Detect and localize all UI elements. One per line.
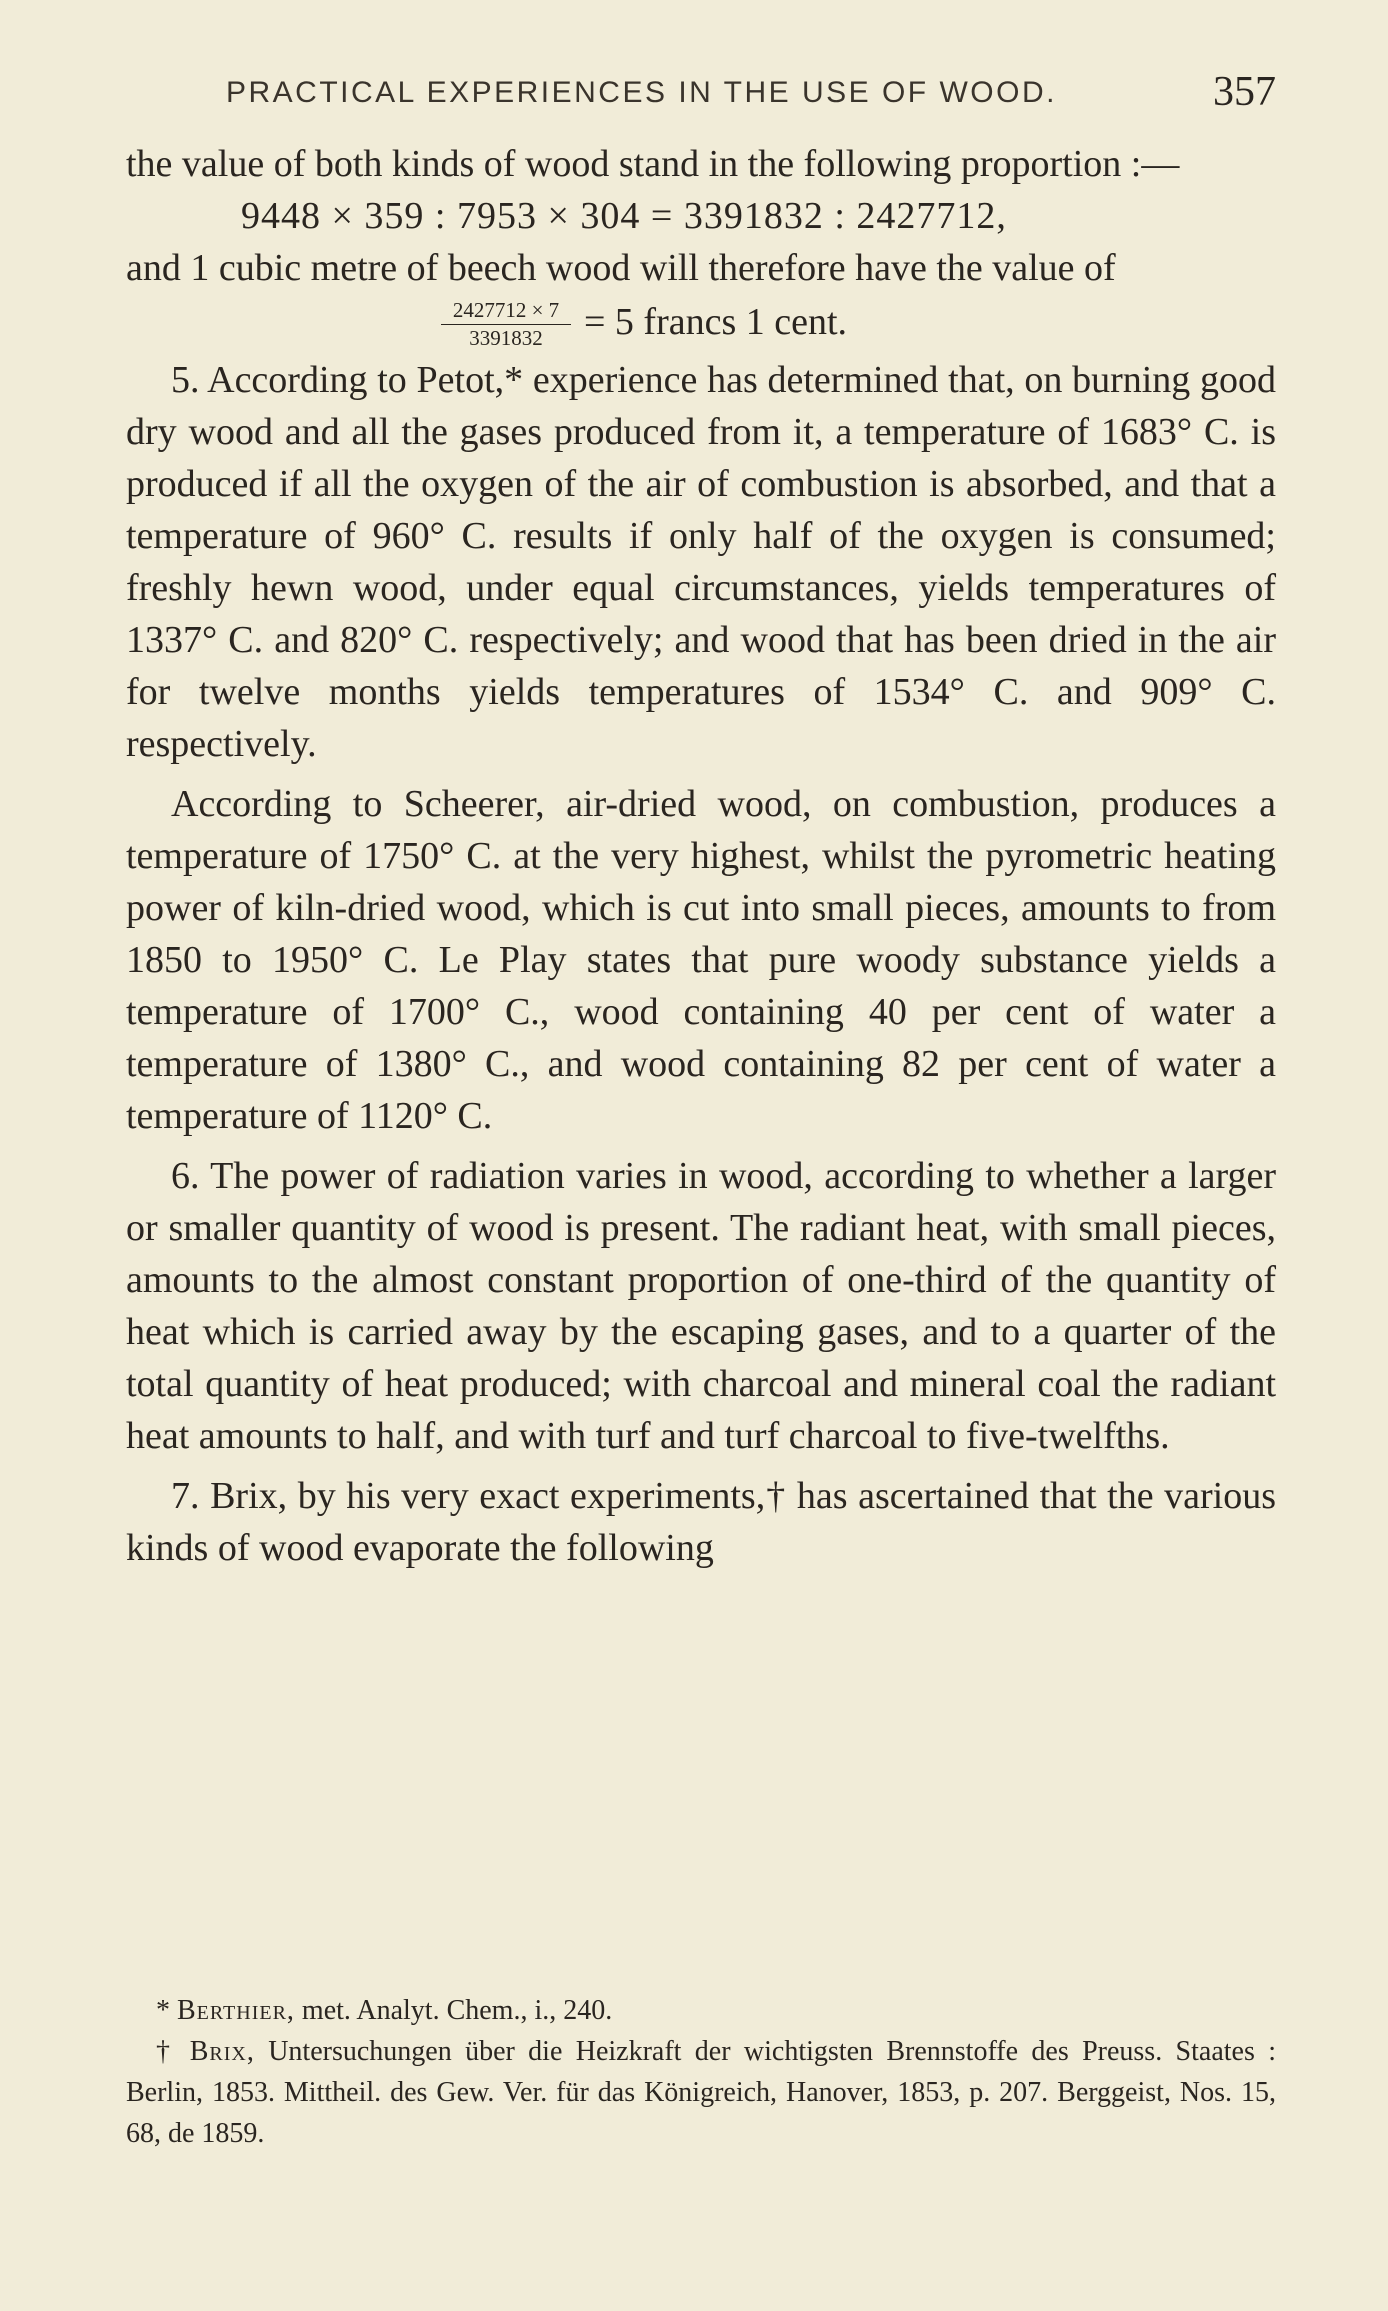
- proportion-formula: 9448 × 359 : 7953 × 304 = 3391832 : 2427712,: [241, 195, 1007, 237]
- page-header: [126, 66, 1276, 122]
- paragraph-radiation: 6. The power of radiation varies in wood, according to whether a larger or smaller quantity of wood is present. The radiant heat, with small pieces, amounts to the almost constant proportion of one-third of the quantity of heat which is carried away by the escaping gases, and to a quarter of the total quantity of heat produced; with charcoal and mineral coal the radiant heat amounts to half, and with turf and turf charcoal to five-twelfths.: [126, 1155, 1276, 1457]
- fraction-result: = 5 francs 1 cent.: [584, 301, 848, 343]
- paragraph-scheerer: According to Scheerer, air-dried wood, on combustion, produces a temperature of 1750° C. at the very highest, whilst the pyrometric heating power of kiln-dried wood, which is cut into small pieces, amounts to from 1850 to 1950° C. Le Play states that pure woody substance yields a temperature of 1700° C., wood containing 40 per cent of water a temperature of 1380° C., and wood containing 82 per cent of water a temperature of 1120° C.: [126, 783, 1276, 1137]
- paragraph-petot: [126, 354, 1276, 770]
- running-head: PRACTICAL EXPERIENCES IN THE USE OF WOOD.: [226, 76, 1057, 109]
- fraction-denominator: 3391832: [469, 326, 543, 350]
- footnotes: [126, 1990, 1276, 2154]
- paragraph-proportion: the value of both kinds of wood stand in the following proportion :—: [126, 143, 1180, 185]
- fraction-numerator: 2427712 × 7: [441, 298, 571, 325]
- footnote-mark: *: [156, 1995, 170, 2026]
- book-page: [126, 0, 1276, 2311]
- footnote-berthier: [126, 1990, 1276, 2031]
- footnote-text: Untersuchungen über die Heizkraft der wichtigsten Brennstoffe des Preuss. Staates : Berlin, 1853. Mittheil. des Gew. Ver. für das Königreich, Hanover, 1853, p. 207. Berggeist, Nos. 15, 68, de 1859.: [126, 2036, 1276, 2149]
- fraction: [441, 298, 571, 351]
- page-number: 357: [1213, 69, 1276, 115]
- body-text: [126, 138, 1276, 1574]
- footnote-author: Berthier,: [177, 1995, 295, 2026]
- paragraph-brix: 7. Brix, by his very exact experiments,† has ascertained that the various kinds of wood evaporate the following: [126, 1475, 1276, 1569]
- paragraph-petot-lead: 5. According to Petot,*: [171, 359, 524, 401]
- paragraph-cubic-metre: and 1 cubic metre of beech wood will therefore have the value of: [126, 247, 1116, 289]
- value-equation: [126, 294, 1276, 354]
- footnote-mark: †: [156, 2036, 177, 2067]
- footnote-brix: [126, 2031, 1276, 2154]
- paragraph-petot-text: experience has determined that, on burning good dry wood and all the gases produced from it, a temperature of 1683° C. is produced if all the oxygen of the air of combustion is absorbed, and that a temperature of 960° C. results if only half of the oxygen is consumed; freshly hewn wood, under equal circumstances, yields temperatures of 1337° C. and 820° C. respectively; and wood that has been dried in the air for twelve months yields temperatures of 1534° C. and 909° C. respectively.: [126, 359, 1276, 765]
- footnote-author: Brix,: [189, 2036, 255, 2067]
- footnote-text: met. Analyt. Chem., i., 240.: [301, 1995, 613, 2026]
